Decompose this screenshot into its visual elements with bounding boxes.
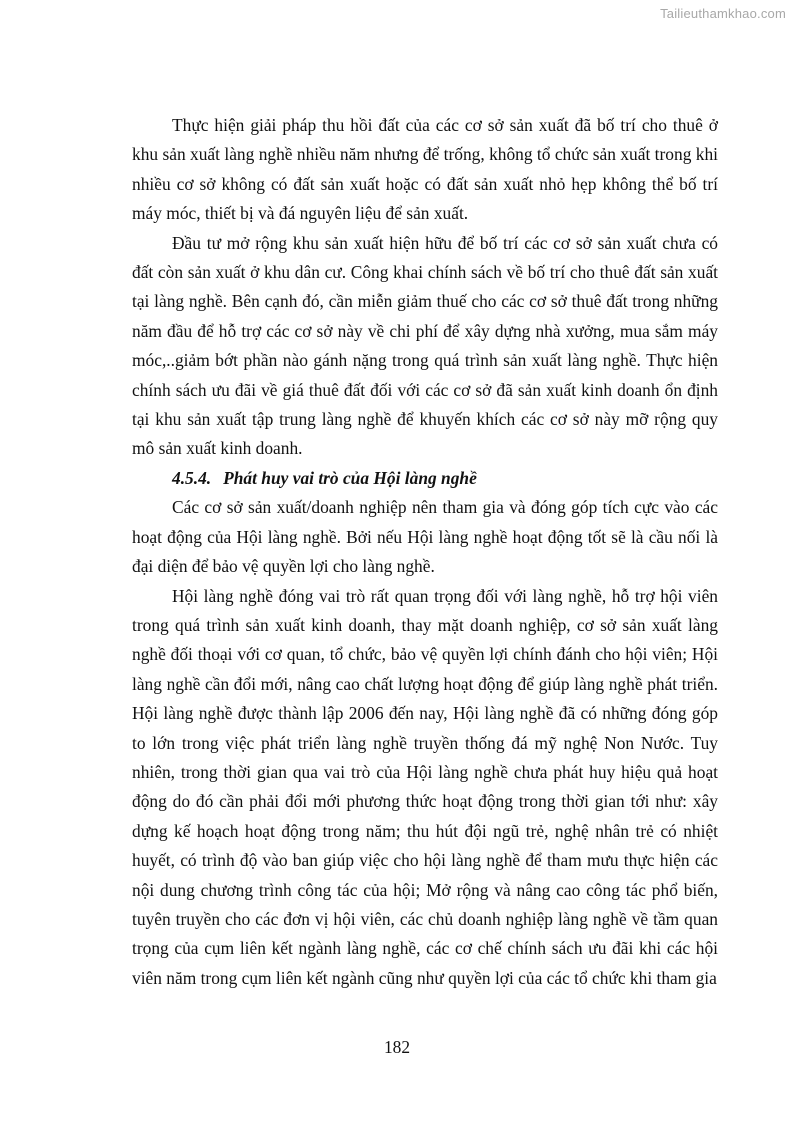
- paragraph-land-recovery: Thực hiện giải pháp thu hồi đất của các cơ sở sản xuất đã bố trí cho thuê ở khu sản xuất làng nghề nhiều năm nhưng để trống, không tổ chức sản xuất trong khi nhiều cơ sở không có đất sản xuất hoặc có đất sản xuất nhỏ hẹp không thể bố trí máy móc, thiết bị và đá nguyên liệu để sản xuất.: [132, 115, 718, 224]
- paragraph-association-participation: Các cơ sở sản xuất/doanh nghiệp nên tham gia và đóng góp tích cực vào các hoạt động của Hội làng nghề. Bởi nếu Hội làng nghề hoạt động tốt sẽ là cầu nối là đại diện để bảo vệ quyền lợi cho làng nghề.: [132, 497, 718, 577]
- watermark-text: Tailieuthamkhao.com: [660, 6, 786, 21]
- paragraph-expand-production-area: Đầu tư mở rộng khu sản xuất hiện hữu để bố trí các cơ sở sản xuất chưa có đất còn sản xuất ở khu dân cư. Công khai chính sách về bố trí cho thuê đất sản xuất tại làng nghề. Bên cạnh đó, cần miễn giảm thuế cho các cơ sở thuê đất trong những năm đầu để hỗ trợ các cơ sở này về chi phí để xây dựng nhà xưởng, mua sắm máy móc,..giảm bớt phần nào gánh nặng trong quá trình sản xuất làng nghề. Thực hiện chính sách ưu đãi về giá thuê đất đối với các cơ sở đã sản xuất kinh doanh ổn định tại khu sản xuất tập trung làng nghề để khuyến khích các cơ sở này mỡ rộng quy mô sản xuất kinh doanh.: [132, 232, 718, 459]
- section-title: Phát huy vai trò của Hội làng nghề: [223, 467, 477, 488]
- section-heading: [132, 464, 718, 493]
- page-number: 182: [383, 1037, 411, 1057]
- paragraph-association-role: Hội làng nghề đóng vai trò rất quan trọng đối với làng nghề, hỗ trợ hội viên trong quá trình sản xuất kinh doanh, thay mặt doanh nghiệp, cơ sở sản xuất làng nghề đối thoại với cơ quan, tổ chức, bảo vệ quyền lợi chính đánh cho hội viên; Hội làng nghề cần đổi mới, nâng cao chất lượng hoạt động để giúp làng nghề phát triển. Hội làng nghề được thành lập 2006 đến nay, Hội làng nghề đã có những đóng góp to lớn trong việc phát triển làng nghề truyền thống đá mỹ nghệ Non Nước. Tuy nhiên, trong thời gian qua vai trò của Hội làng nghề chưa phát huy hiệu quả hoạt động do đó cần phải đổi mới phương thức hoạt động trong thời gian tới như: xây dựng kế hoạch hoạt động trong năm; thu hút đội ngũ trẻ, nghệ nhân trẻ có nhiệt huyết, có trình độ vào ban giúp việc cho hội làng nghề để tham mưu thực hiện các nội dung chương trình công tác của hội; Mở rộng và nâng cao công tác phổ biến, tuyên truyền cho các đơn vị hội viên, các chủ doanh nghiệp làng nghề về tầm quan trọng của cụm liên kết ngành làng nghề, các cơ chế chính sách ưu đãi khi các hội viên năm trong cụm liên kết ngành cũng như quyền lợi của các tổ chức khi tham gia: [132, 585, 718, 988]
- document-body: [132, 111, 718, 993]
- section-number: 4.5.4.: [172, 467, 212, 488]
